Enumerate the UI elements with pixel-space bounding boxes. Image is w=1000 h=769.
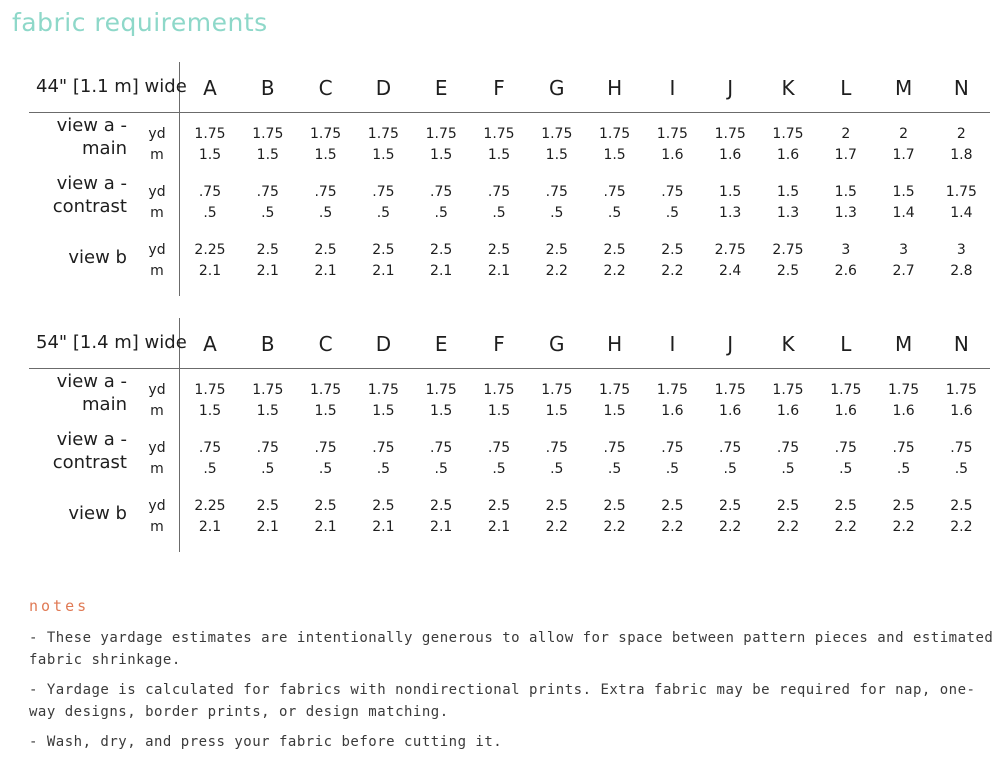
size-column-header: L (840, 332, 852, 356)
yardage-value: .75 (776, 440, 800, 456)
meter-value: 2.2 (603, 519, 626, 535)
note-item: - Yardage is calculated for fabrics with nondirectional prints. Extra fabric may be required for nap, one-way designs, border prints, or design matching. (29, 682, 976, 720)
row-label-line: main (82, 138, 127, 159)
size-column-header: H (607, 76, 623, 100)
size-column-header: K (781, 332, 795, 356)
yardage-value: 2 (841, 126, 851, 142)
meter-value: 2.1 (487, 263, 511, 279)
notes-heading: notes (29, 597, 90, 615)
yardage-value: 2.5 (372, 498, 395, 514)
yardage-value: 1.75 (252, 382, 284, 398)
meter-value: 1.5 (314, 403, 337, 419)
yardage-value: 3 (956, 242, 966, 258)
size-column-header: B (260, 76, 275, 100)
yardage-value: 2.5 (776, 498, 800, 514)
meter-value: 1.5 (545, 147, 568, 163)
size-column-header: B (260, 332, 275, 356)
meter-value: 2.2 (545, 263, 568, 279)
meter-value: 1.5 (430, 403, 453, 419)
meter-value: .5 (607, 461, 622, 477)
unit-label-yd: yd (148, 498, 166, 514)
meter-value: 1.4 (892, 205, 915, 221)
yardage-value: 1.75 (656, 382, 688, 398)
size-column-header: K (781, 76, 795, 100)
meter-value: .5 (492, 461, 506, 477)
yardage-value: .75 (950, 440, 973, 456)
yardage-value: .75 (834, 440, 857, 456)
meter-value: 1.6 (661, 403, 684, 419)
meter-value: 2.2 (892, 519, 915, 535)
unit-label-m: m (150, 147, 164, 163)
row-label (53, 428, 127, 474)
yardage-value: .75 (198, 184, 222, 200)
yardage-value: 1.75 (367, 382, 399, 398)
size-column-header: C (318, 332, 333, 356)
meter-value: 1.5 (372, 147, 395, 163)
meter-value: 2.1 (256, 263, 279, 279)
yardage-value: 1.75 (425, 126, 457, 142)
meter-value: 2.1 (430, 263, 453, 279)
size-column-header: M (894, 76, 913, 100)
yardage-value: 1.75 (945, 382, 977, 398)
meter-value: 2.1 (430, 519, 453, 535)
size-column-header: I (669, 332, 676, 356)
row-label (57, 370, 127, 416)
yardage-value: 2.5 (430, 242, 453, 258)
yardage-value: 2 (899, 126, 909, 142)
meter-value: .5 (376, 205, 391, 221)
page-title: fabric requirements (12, 8, 268, 37)
yardage-value: 2.5 (603, 242, 626, 258)
yardage-value: .75 (545, 440, 568, 456)
meter-value: 1.5 (198, 403, 222, 419)
unit-label-m: m (150, 461, 164, 477)
size-column-header: D (375, 76, 392, 100)
unit-label-yd: yd (148, 242, 166, 258)
meter-value: 2.2 (776, 519, 800, 535)
size-column-header: N (953, 76, 969, 100)
size-column-header: D (375, 332, 392, 356)
row-label-line: view b (68, 503, 127, 524)
size-column-header: A (203, 76, 217, 100)
yardage-value: .75 (719, 440, 742, 456)
unit-label-m: m (150, 263, 164, 279)
yardage-value: 1.75 (541, 126, 573, 142)
row-label-line: view b (68, 247, 127, 268)
yardage-value: 1.75 (888, 382, 920, 398)
yardage-value: 3 (841, 242, 851, 258)
meter-value: 1.5 (545, 403, 568, 419)
size-column-header: F (493, 332, 505, 356)
yardage-value: 2.5 (661, 242, 684, 258)
header-divider (29, 112, 990, 113)
size-column-header: E (434, 76, 448, 100)
yardage-value: 3 (899, 242, 909, 258)
yardage-value: .75 (487, 440, 511, 456)
yardage-value: 1.5 (892, 184, 915, 200)
size-column-header: J (727, 332, 734, 356)
yardage-value: .75 (892, 440, 915, 456)
meter-value: 1.4 (950, 205, 973, 221)
yardage-value: 2.25 (194, 242, 226, 258)
yardage-value: 2.5 (545, 242, 568, 258)
yardage-value: 2.5 (256, 498, 279, 514)
meter-value: 2.1 (198, 519, 222, 535)
row-label-line: view a - (56, 173, 127, 194)
meter-value: .5 (261, 461, 275, 477)
yardage-value: 1.75 (772, 382, 804, 398)
meter-value: 2.5 (776, 263, 800, 279)
yardage-value: 2.5 (314, 498, 337, 514)
meter-value: 2.1 (372, 263, 395, 279)
size-column-header: E (434, 332, 448, 356)
yardage-value: 2.5 (314, 242, 337, 258)
meter-value: 2.2 (834, 519, 857, 535)
column-divider (179, 318, 180, 552)
meter-value: .5 (550, 461, 564, 477)
meter-value: 1.5 (372, 403, 395, 419)
meter-value: 1.8 (950, 147, 973, 163)
yardage-value: 2.75 (772, 242, 804, 258)
meter-value: 2.1 (372, 519, 395, 535)
yardage-value: 1.75 (714, 382, 746, 398)
size-column-header: L (840, 76, 852, 100)
yardage-value: 1.75 (714, 126, 746, 142)
row-label-line: view a - (56, 371, 127, 392)
fabric-width-label: 54" [1.4 m] wide (36, 332, 187, 353)
size-column-header: H (607, 332, 623, 356)
yardage-value: 1.75 (367, 126, 399, 142)
meter-value: 1.3 (719, 205, 742, 221)
meter-value: 1.7 (892, 147, 915, 163)
yardage-value: 2.25 (194, 498, 226, 514)
yardage-value: 2 (956, 126, 966, 142)
yardage-value: 2.5 (545, 498, 568, 514)
yardage-value: 1.75 (194, 382, 226, 398)
yardage-value: 2.5 (950, 498, 973, 514)
yardage-value: 1.75 (656, 126, 688, 142)
meter-value: .5 (607, 205, 622, 221)
size-column-header: J (727, 76, 734, 100)
size-column-header: M (894, 332, 913, 356)
meter-value: 2.2 (603, 263, 626, 279)
unit-label-m: m (150, 403, 164, 419)
size-column-header: N (953, 332, 969, 356)
meter-value: 1.3 (834, 205, 857, 221)
meter-value: .5 (781, 461, 795, 477)
meter-value: .5 (376, 461, 391, 477)
meter-value: 2.1 (256, 519, 279, 535)
yardage-value: 1.75 (830, 382, 862, 398)
meter-value: 1.6 (834, 403, 857, 419)
meter-value: 1.6 (950, 403, 973, 419)
meter-value: 2.1 (314, 263, 337, 279)
meter-value: 1.3 (776, 205, 800, 221)
unit-label-yd: yd (148, 440, 166, 456)
meter-value: .5 (665, 461, 680, 477)
row-label-line: view a - (56, 429, 127, 450)
meter-value: 2.2 (661, 263, 684, 279)
meter-value: .5 (954, 461, 969, 477)
meter-value: 1.5 (256, 403, 279, 419)
yardage-value: 1.75 (310, 382, 342, 398)
yardage-value: .75 (430, 440, 453, 456)
meter-value: 1.6 (892, 403, 915, 419)
row-label-line: view a - (56, 115, 127, 136)
meter-value: 1.5 (603, 403, 626, 419)
meter-value: .5 (550, 205, 564, 221)
yardage-value: 1.75 (599, 126, 631, 142)
row-label-line: main (82, 394, 127, 415)
meter-value: 1.6 (719, 403, 742, 419)
yardage-value: 2.5 (719, 498, 742, 514)
meter-value: 2.1 (198, 263, 222, 279)
unit-label-yd: yd (148, 184, 166, 200)
yardage-value: .75 (603, 184, 626, 200)
size-column-header: C (318, 76, 333, 100)
unit-label-yd: yd (148, 382, 166, 398)
yardage-value: 1.75 (945, 184, 977, 200)
meter-value: 2.2 (661, 519, 684, 535)
note-item: - These yardage estimates are intentionally generous to allow for space between pattern pieces and estimated fabric shrinkage. (29, 630, 994, 668)
meter-value: .5 (203, 205, 217, 221)
yardage-value: .75 (661, 440, 684, 456)
yardage-value: .75 (198, 440, 222, 456)
meter-value: .5 (723, 461, 737, 477)
yardage-value: .75 (603, 440, 626, 456)
meter-value: .5 (261, 205, 275, 221)
meter-value: 2.4 (719, 263, 742, 279)
size-column-header: G (549, 332, 565, 356)
row-label (68, 246, 127, 269)
meter-value: 2.6 (834, 263, 857, 279)
yardage-value: .75 (487, 184, 511, 200)
size-column-header: G (549, 76, 565, 100)
yardage-value: 2.5 (430, 498, 453, 514)
yardage-value: 1.75 (599, 382, 631, 398)
yardage-value: 2.5 (372, 242, 395, 258)
meter-value: .5 (434, 461, 448, 477)
yardage-value: .75 (372, 440, 395, 456)
yardage-value: 1.75 (425, 382, 457, 398)
meter-value: 1.6 (776, 147, 800, 163)
unit-label-m: m (150, 519, 164, 535)
yardage-value: 1.5 (776, 184, 800, 200)
yardage-value: .75 (430, 184, 453, 200)
yardage-value: 2.5 (834, 498, 857, 514)
row-label (57, 114, 127, 160)
yardage-value: 2.5 (661, 498, 684, 514)
size-column-header: I (669, 76, 676, 100)
yardage-value: .75 (661, 184, 684, 200)
yardage-value: 2.5 (487, 498, 511, 514)
meter-value: 1.5 (198, 147, 222, 163)
meter-value: 2.2 (719, 519, 742, 535)
yardage-value: .75 (256, 440, 279, 456)
meter-value: .5 (203, 461, 217, 477)
meter-value: 2.8 (950, 263, 973, 279)
fabric-width-label: 44" [1.1 m] wide (36, 76, 187, 97)
yardage-value: 1.75 (252, 126, 284, 142)
meter-value: .5 (665, 205, 680, 221)
meter-value: 1.5 (487, 403, 511, 419)
meter-value: .5 (434, 205, 448, 221)
yardage-value: 1.5 (719, 184, 742, 200)
row-label (53, 172, 127, 218)
meter-value: 1.5 (256, 147, 279, 163)
row-label-line: contrast (52, 196, 127, 217)
yardage-value: .75 (256, 184, 279, 200)
column-divider (179, 62, 180, 296)
header-divider (29, 368, 990, 369)
yardage-value: 1.5 (834, 184, 857, 200)
meter-value: .5 (318, 205, 333, 221)
size-column-header: F (493, 76, 505, 100)
meter-value: .5 (492, 205, 506, 221)
meter-value: 2.2 (950, 519, 973, 535)
yardage-value: 1.75 (772, 126, 804, 142)
yardage-value: 2.5 (487, 242, 511, 258)
unit-label-m: m (150, 205, 164, 221)
yardage-value: 1.75 (194, 126, 226, 142)
yardage-value: 2.5 (892, 498, 915, 514)
row-label (68, 502, 127, 525)
yardage-value: 1.75 (541, 382, 573, 398)
yardage-value: .75 (372, 184, 395, 200)
meter-value: 1.5 (487, 147, 511, 163)
meter-value: 1.6 (719, 147, 742, 163)
yardage-value: 1.75 (310, 126, 342, 142)
meter-value: .5 (896, 461, 911, 477)
meter-value: .5 (318, 461, 333, 477)
size-column-header: A (203, 332, 217, 356)
yardage-value: 1.75 (483, 382, 515, 398)
yardage-value: 2.75 (714, 242, 746, 258)
unit-label-yd: yd (148, 126, 166, 142)
yardage-value: 1.75 (483, 126, 515, 142)
meter-value: 1.5 (314, 147, 337, 163)
meter-value: 2.7 (892, 263, 915, 279)
yardage-value: .75 (314, 184, 337, 200)
meter-value: 2.2 (545, 519, 568, 535)
meter-value: 1.6 (661, 147, 684, 163)
meter-value: 1.5 (603, 147, 626, 163)
meter-value: 1.6 (776, 403, 800, 419)
yardage-value: 2.5 (256, 242, 279, 258)
yardage-value: 2.5 (603, 498, 626, 514)
yardage-value: .75 (314, 440, 337, 456)
yardage-value: .75 (545, 184, 568, 200)
note-item: - Wash, dry, and press your fabric before cutting it. (29, 734, 503, 750)
meter-value: 2.1 (314, 519, 337, 535)
meter-value: 2.1 (487, 519, 511, 535)
row-label-line: contrast (52, 452, 127, 473)
meter-value: 1.5 (430, 147, 453, 163)
meter-value: 1.7 (834, 147, 857, 163)
meter-value: .5 (839, 461, 853, 477)
